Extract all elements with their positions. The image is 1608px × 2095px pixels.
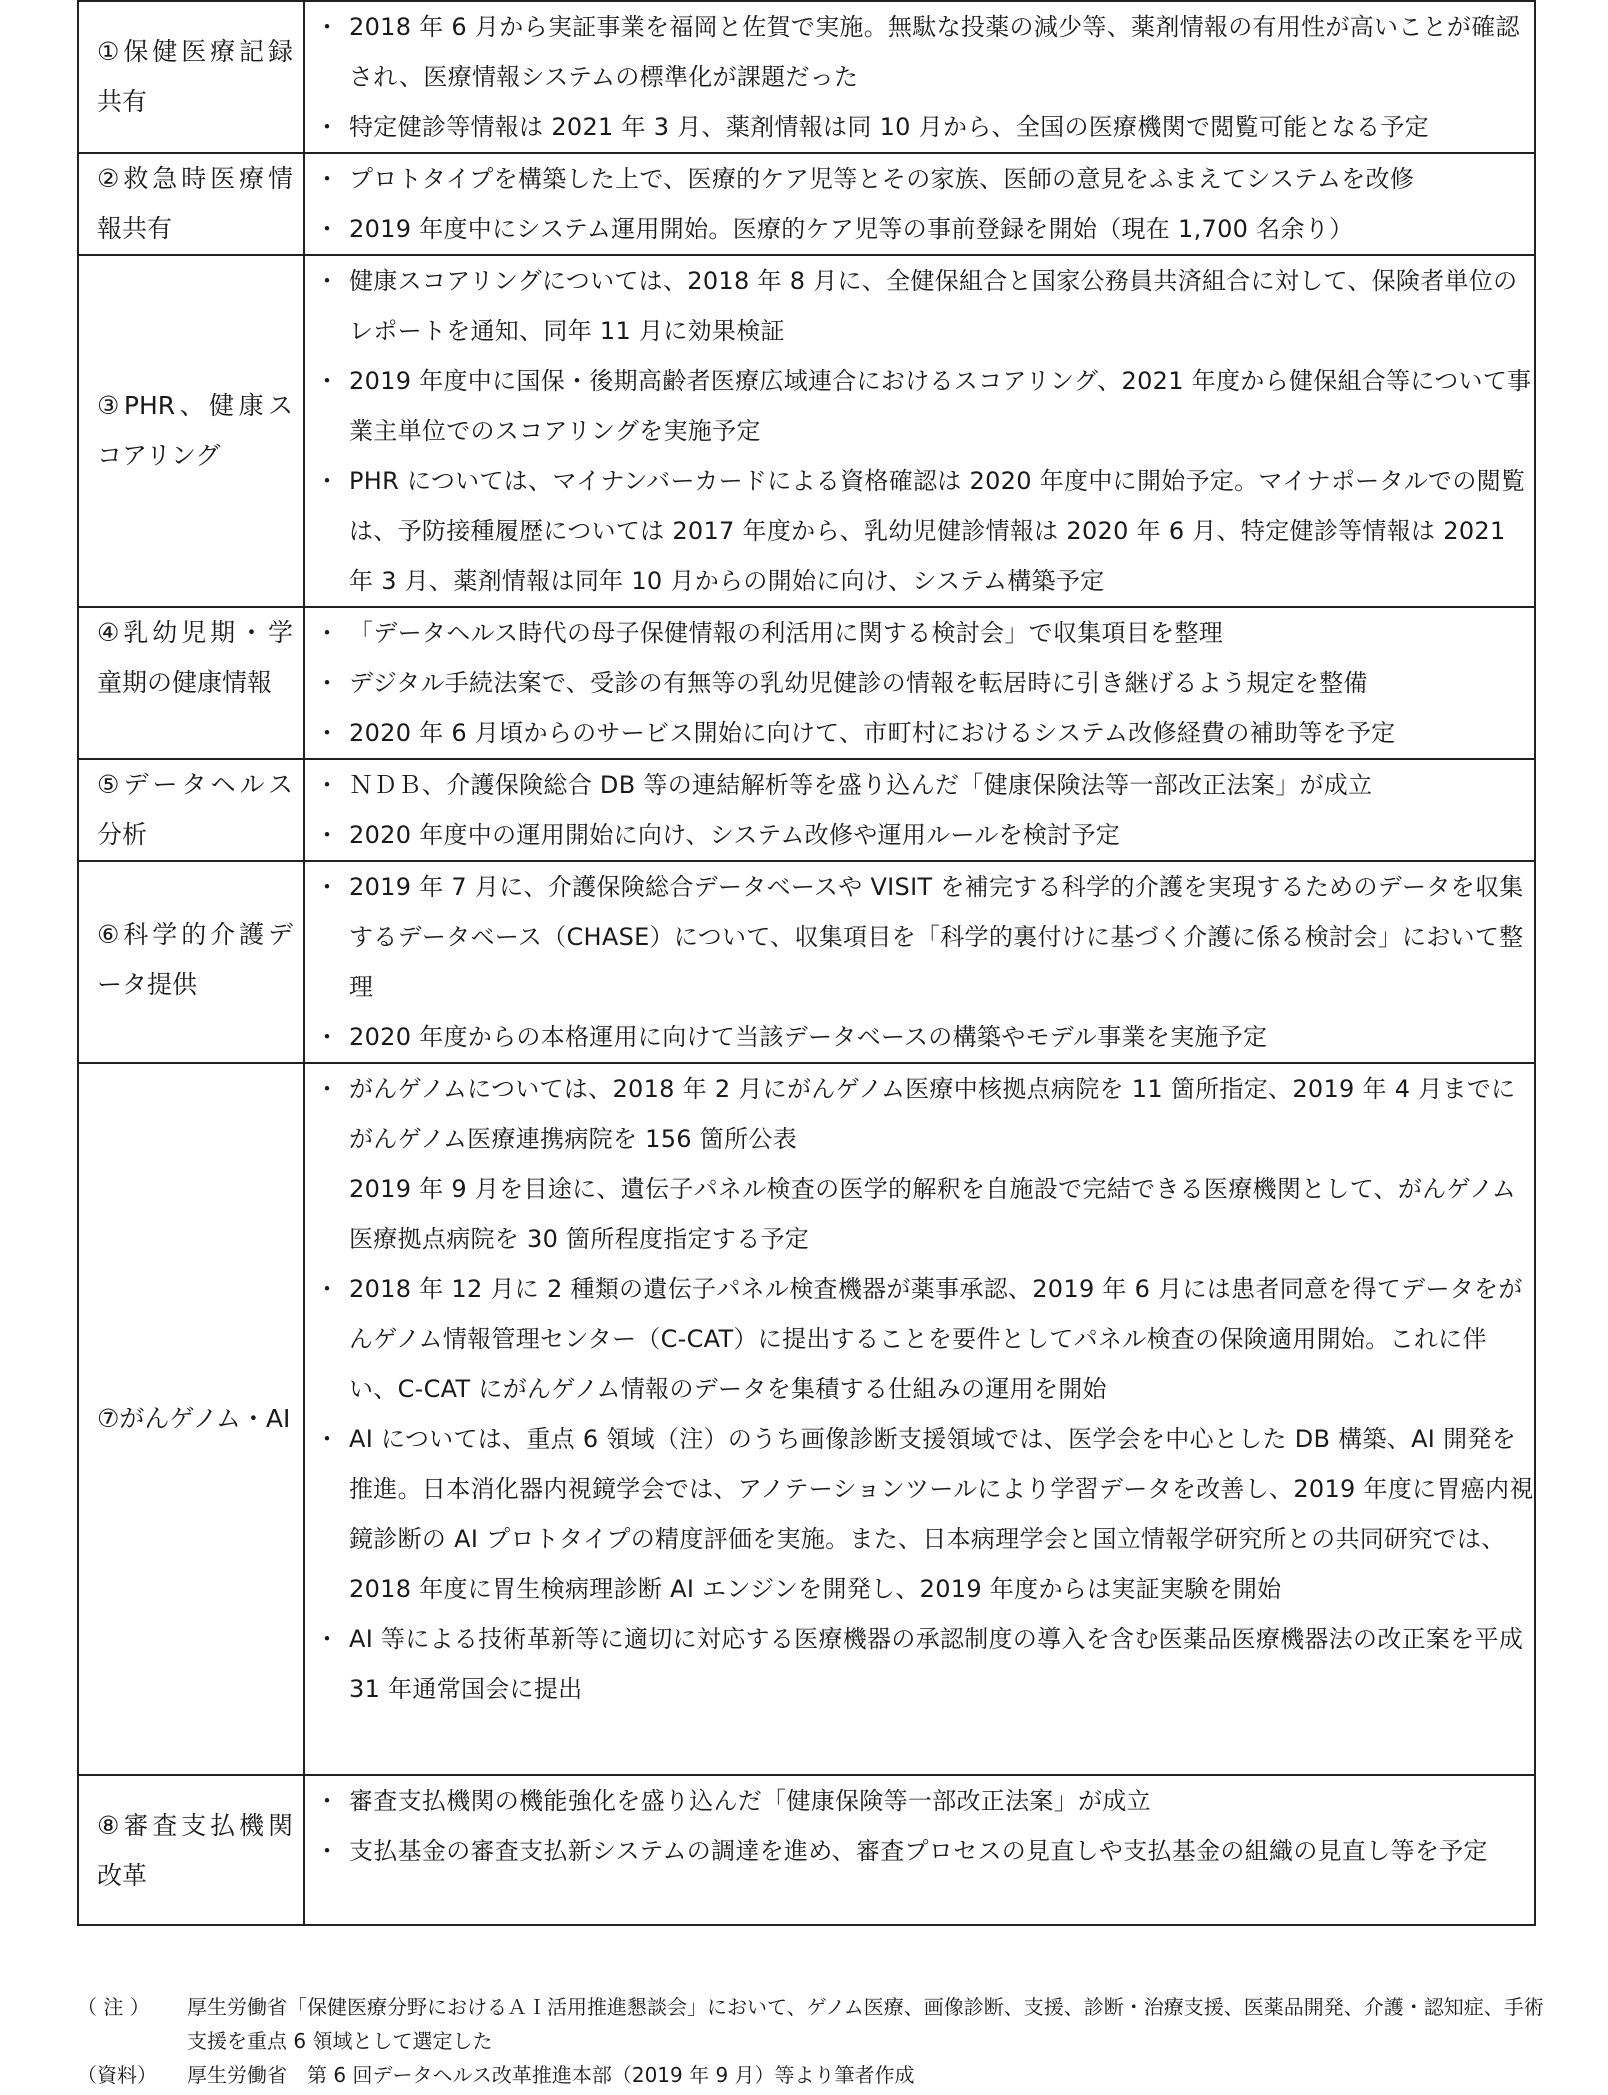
bullet-text: PHR については、マイナンバーカードによる資格確認は 2020 年度中に開始予定。マイナポータルでの閲覧は、予防接種履歴については 2017 年度から、乳幼児健診情報は 2020 年 6 月、特定健診等情報は 2021 年 3 月、薬剤情報は同年 10 月からの開始に向け、システム構築予定 (349, 467, 1526, 595)
bullet-mark: ・ (315, 1837, 339, 1865)
bullet-mark: ・ (315, 267, 339, 295)
list-item (305, 256, 1534, 356)
row-label: ①保健医療記録共有 (97, 37, 293, 116)
bullet-text: 審査支払機関の機能強化を盛り込んだ「健康保険等一部改正法案」が成立 (349, 1787, 1151, 1815)
bullet-mark: ・ (315, 669, 339, 697)
bullet-mark: ・ (315, 1425, 339, 1453)
bullet-text: AI については、重点 6 領域（注）のうち画像診断支援領域では、医学会を中心とした DB 構築、AI 開発を推進。日本消化器内視鏡学会では、アノテーションツールにより学習データを改善し、2019 年度に胃癌内視鏡診断の AI プロトタイプの精度評価を実施。また、日本病理学会と国立情報学研究所との共同研究では、2018 年度に胃生検病理診断 AI エンジンを開発し、2019 年度からは実証実験を開始 (349, 1425, 1534, 1603)
row-label-cell (78, 153, 304, 255)
table-row (78, 759, 1535, 861)
bullet-mark: ・ (315, 619, 339, 647)
bullet-mark: ・ (315, 771, 339, 799)
bullet-mark: ・ (315, 113, 339, 141)
list-item (305, 810, 1534, 860)
bullet-text: 「データヘルス時代の母子保健情報の利活用に関する検討会」で収集項目を整理 (349, 619, 1224, 647)
row-content-cell (304, 861, 1535, 1063)
list-item (305, 204, 1534, 254)
list-item (305, 356, 1534, 456)
reform-table (77, 0, 1536, 1926)
table-row (78, 861, 1535, 1063)
row-content-cell (304, 1775, 1535, 1925)
table-row (78, 153, 1535, 255)
list-item (305, 1064, 1534, 1164)
bullet-mark: ・ (315, 467, 339, 495)
row-label: ⑦がんゲノム・AI (97, 1404, 291, 1433)
row-label: ⑤データヘルス分析 (97, 770, 293, 849)
bullet-text: AI 等による技術革新等に適切に対応する医療機器の承認制度の導入を含む医薬品医療機器法の改正案を平成 31 年通常国会に提出 (349, 1625, 1524, 1703)
bullet-text: がんゲノムについては、2018 年 2 月にがんゲノム医療中核拠点病院を 11 箇所指定、2019 年 4 月までにがんゲノム医療連携病院を 156 箇所公表 (349, 1075, 1516, 1153)
row-label-cell (78, 255, 304, 607)
source-label: （資料） (77, 2063, 157, 2087)
bullet-text: デジタル手続法案で、受診の有無等の乳幼児健診の情報を転居時に引き継げるよう規定を整備 (349, 669, 1368, 697)
sub-text: 2019 年 9 月を目途に、遺伝子パネル検査の医学的解釈を自施設で完結できる医療機関として、がんゲノム医療拠点病院を 30 箇所程度指定する予定 (349, 1175, 1516, 1253)
table-row (78, 1063, 1535, 1775)
list-item (305, 862, 1534, 1012)
row-label-cell (78, 1, 304, 153)
row-label-cell (78, 1775, 304, 1925)
bullet-mark: ・ (315, 1625, 339, 1653)
bullet-text: 2019 年 7 月に、介護保険総合データベースや VISIT を補完する科学的介護を実現するためのデータを収集するデータベース（CHASE）について、収集項目を「科学的裏付けに基づく介護に係る検討会」において整理 (349, 873, 1524, 1001)
row-content-cell (304, 153, 1535, 255)
list-item (305, 708, 1534, 758)
row-label: ⑥科学的介護データ提供 (97, 920, 293, 999)
row-content-cell (304, 759, 1535, 861)
table-row (78, 607, 1535, 759)
row-label-cell (78, 861, 304, 1063)
table-row (78, 1775, 1535, 1925)
row-label: ⑧審査支払機関改革 (97, 1811, 293, 1890)
bullet-mark: ・ (315, 1787, 339, 1815)
list-item (305, 456, 1534, 606)
bullet-mark: ・ (315, 13, 339, 41)
row-label-cell (78, 607, 304, 759)
row-content-cell (304, 255, 1535, 607)
bullet-text: 特定健診等情報は 2021 年 3 月、薬剤情報は同 10 月から、全国の医療機関で閲覧可能となる予定 (349, 113, 1429, 141)
table-row (78, 1, 1535, 153)
bullet-text: 2018 年 6 月から実証事業を福岡と佐賀で実施。無駄な投薬の減少等、薬剤情報の有用性が高いことが確認され、医療情報システムの標準化が課題だった (349, 13, 1520, 91)
bullet-text: プロトタイプを構築した上で、医療的ケア児等とその家族、医師の意見をふまえてシステムを改修 (349, 165, 1415, 193)
bullet-mark: ・ (315, 367, 339, 395)
list-item (305, 608, 1534, 658)
bullet-mark: ・ (315, 215, 339, 243)
note-text: 厚生労働省「保健医療分野におけるＡＩ活用推進懇談会」において、ゲノム医療、画像診断、支援、診断・治療支援、医薬品開発、介護・認知症、手術支援を重点 6 領域として選定した (187, 1995, 1544, 2053)
list-item (305, 760, 1534, 810)
bullet-text: 2020 年度からの本格運用に向けて当該データベースの構築やモデル事業を実施予定 (349, 1023, 1268, 1051)
note-label: （ 注 ） (77, 1995, 150, 2019)
row-content-cell (304, 1063, 1535, 1775)
row-label-cell (78, 759, 304, 861)
bullet-mark: ・ (315, 821, 339, 849)
list-item (305, 1776, 1534, 1826)
bullet-text: 健康スコアリングについては、2018 年 8 月に、全健保組合と国家公務員共済組合に対して、保険者単位のレポートを通知、同年 11 月に効果検証 (349, 267, 1518, 345)
bullet-text: 支払基金の審査支払新システムの調達を進め、審査プロセスの見直しや支払基金の組織の見直し等を予定 (349, 1837, 1488, 1865)
bullet-text: 2019 年度中に国保・後期高齢者医療広域連合におけるスコアリング、2021 年度から健保組合等について事業主単位でのスコアリングを実施予定 (349, 367, 1532, 445)
row-label-cell (78, 1063, 304, 1775)
row-content-cell (304, 607, 1535, 759)
list-item (305, 154, 1534, 204)
list-item (305, 1414, 1534, 1614)
bullet-text: 2018 年 12 月に 2 種類の遺伝子パネル検査機器が薬事承認、2019 年 6 月には患者同意を得てデータをがんゲノム情報管理センター（C-CAT）に提出することを要件としてパネル検査の保険適用開始。これに伴い、C-CAT にがんゲノム情報のデータを集積する仕組みの運用を開始 (349, 1275, 1523, 1403)
bullet-mark: ・ (315, 1275, 339, 1303)
bullet-mark: ・ (315, 1075, 339, 1103)
bullet-mark: ・ (315, 165, 339, 193)
source-text: 厚生労働省 第 6 回データヘルス改革推進本部（2019 年 9 月）等より筆者作成 (187, 2063, 915, 2087)
bullet-text: ＮＤＢ、介護保険総合 DB 等の連結解析等を盛り込んだ「健康保険法等一部改正法案」が成立 (349, 771, 1373, 799)
list-item (305, 1826, 1534, 1876)
bullet-mark: ・ (315, 719, 339, 747)
row-label: ③PHR、健康スコアリング (97, 391, 293, 470)
bullet-text: 2019 年度中にシステム運用開始。医療的ケア児等の事前登録を開始（現在 1,700 名余り） (349, 215, 1354, 243)
bullet-text: 2020 年 6 月頃からのサービス開始に向けて、市町村におけるシステム改修経費の補助等を予定 (349, 719, 1396, 747)
bullet-text: 2020 年度中の運用開始に向け、システム改修や運用ルールを検討予定 (349, 821, 1121, 849)
table-row (78, 255, 1535, 607)
list-item (305, 102, 1534, 152)
list-item (305, 1614, 1534, 1714)
list-item (305, 1264, 1534, 1414)
bullet-mark: ・ (315, 873, 339, 901)
list-item (305, 2, 1534, 102)
bullet-mark: ・ (315, 1023, 339, 1051)
row-content-cell (304, 1, 1535, 153)
list-item (305, 1012, 1534, 1062)
row-label: ②救急時医療情報共有 (97, 164, 293, 243)
list-item (305, 658, 1534, 708)
row-label: ④乳幼児期・学童期の健康情報 (97, 618, 293, 697)
